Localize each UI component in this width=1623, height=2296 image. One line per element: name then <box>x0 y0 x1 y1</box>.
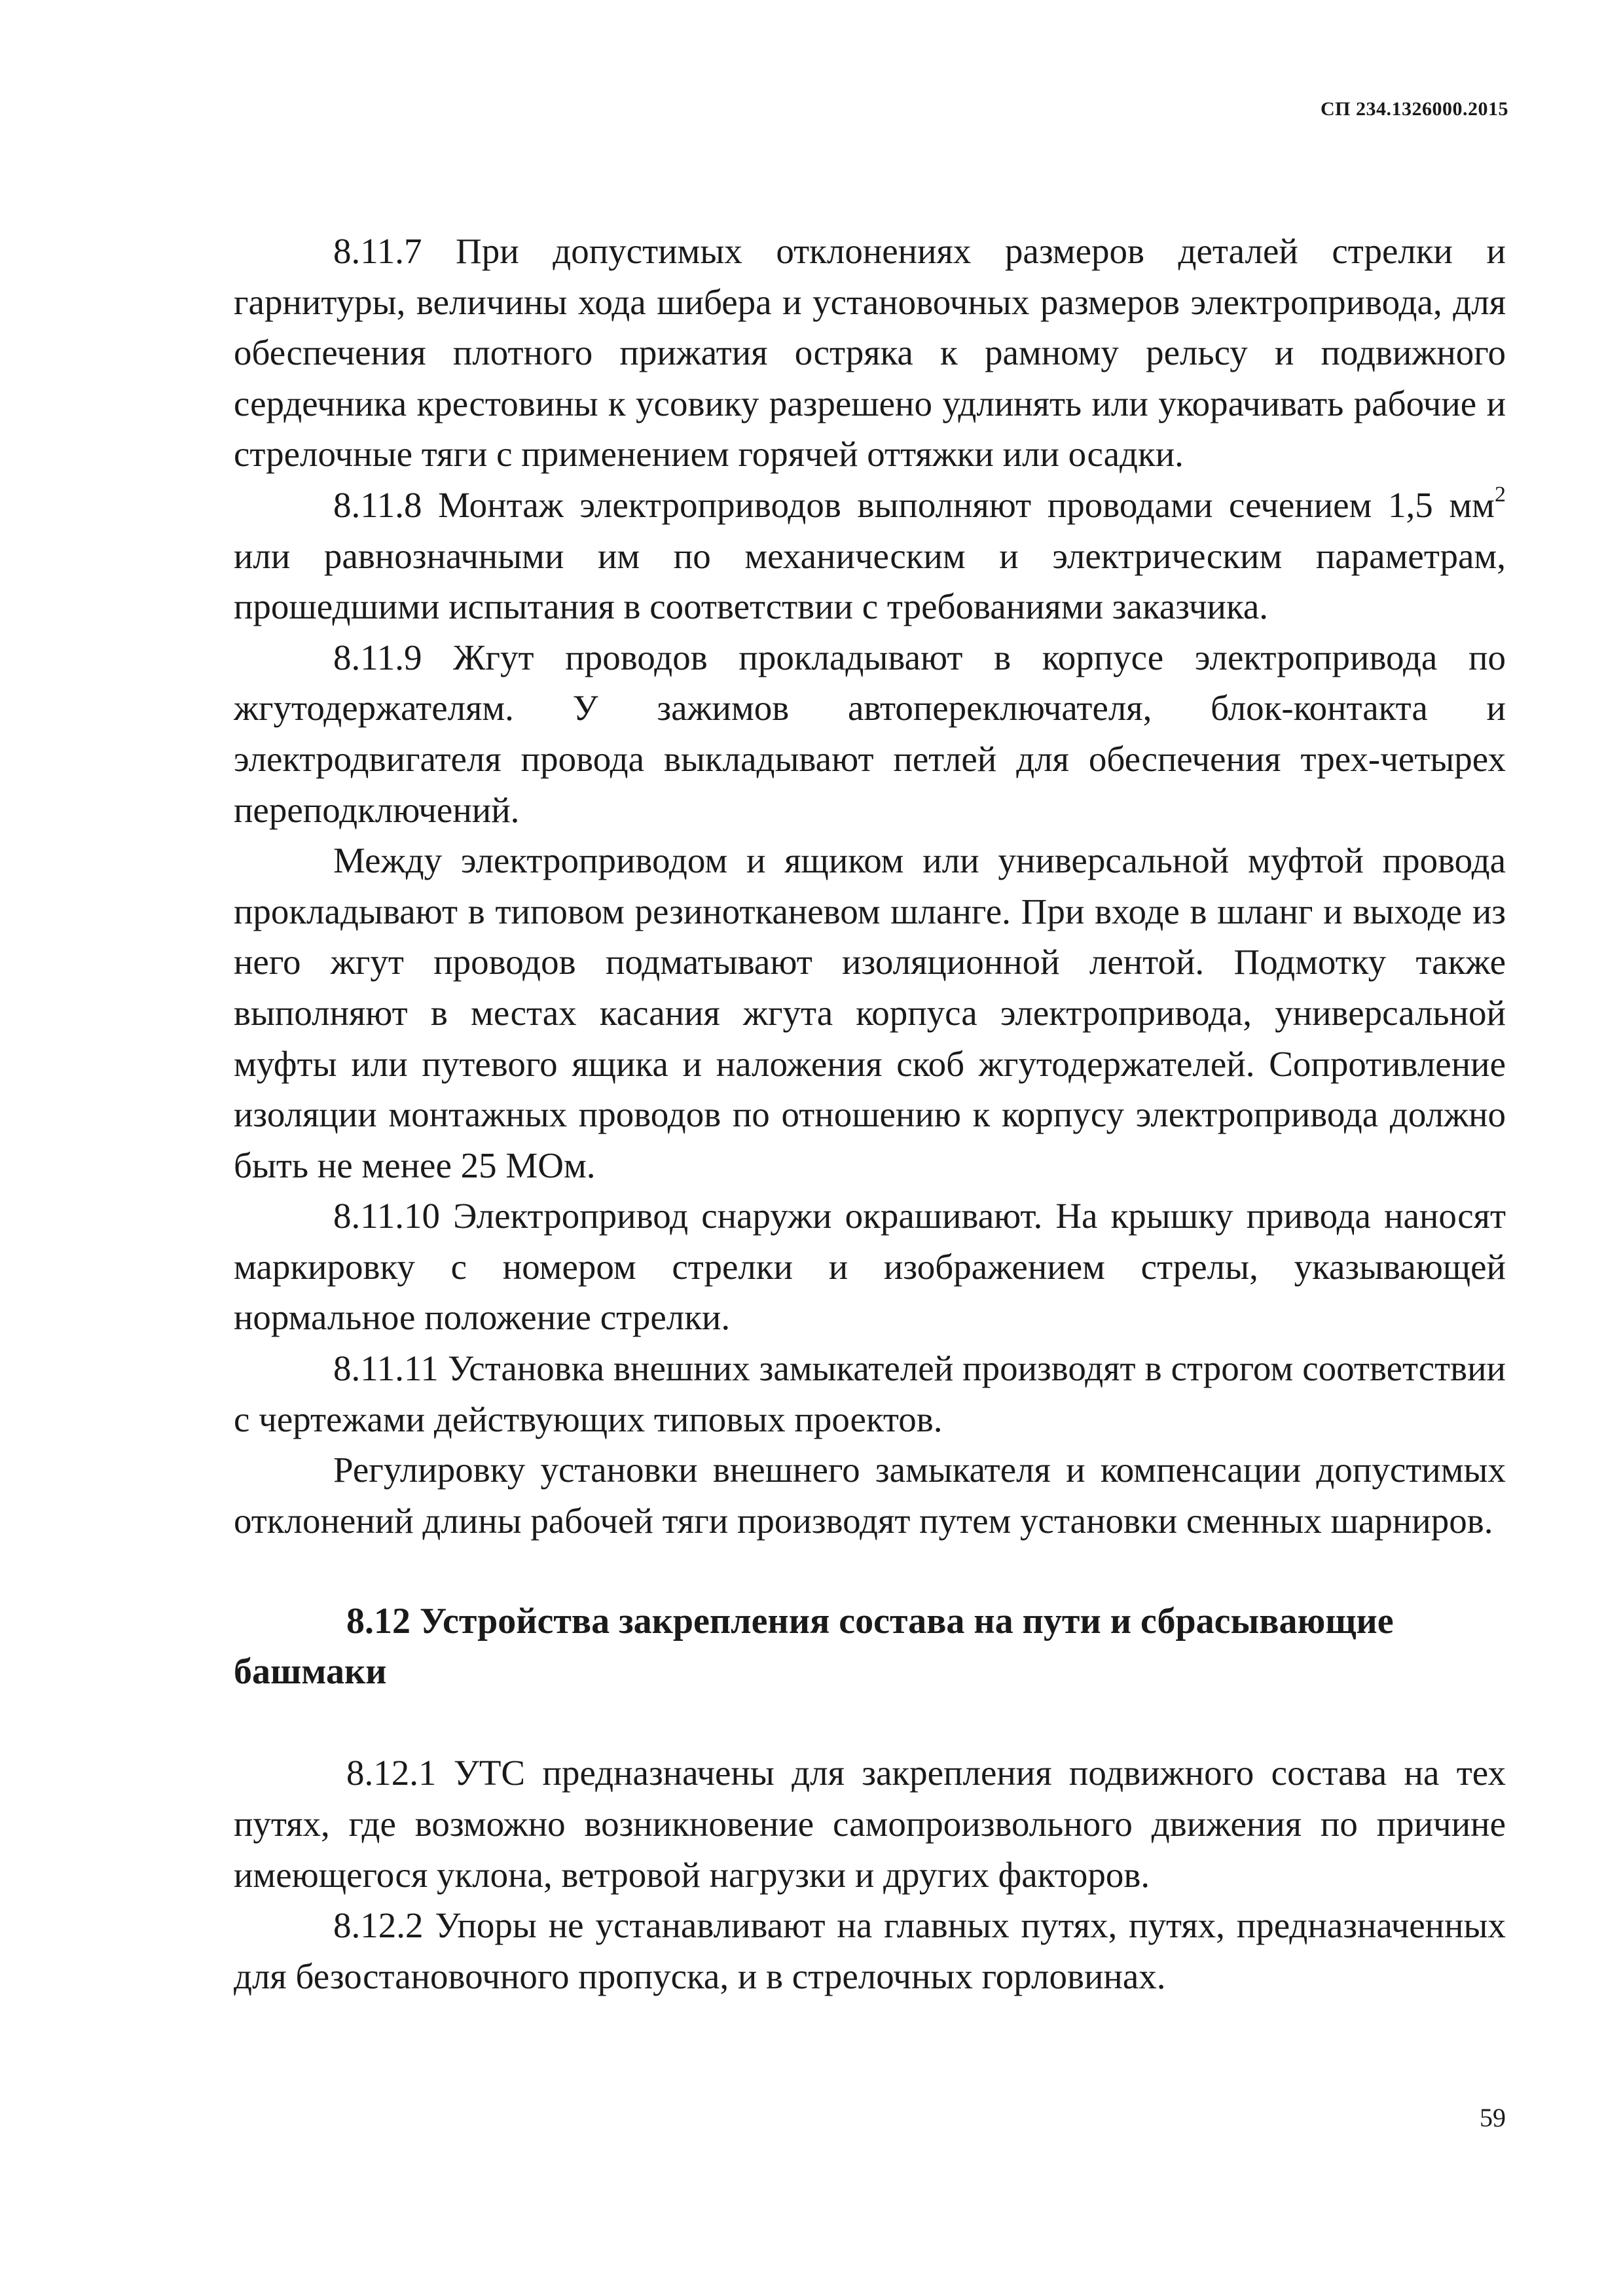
page-number: 59 <box>1480 2103 1506 2132</box>
paragraph-8-12-1: 8.12.1 УТС предназначены для закрепления подвижного состава на тех путях, где возможно возникновение самопроизвольного движения по причине имеющегося уклона, ветровой нагрузки и других факторов. <box>234 1753 1506 1895</box>
paragraph-between-electric-drive: Между электроприводом и ящиком или универсальной муфтой провода прокладывают в типовом резинотканевом шланге. При входе в шланг и выходе из него жгут проводов подматывают изоляционной лентой. Подмотку также выполняют в местах касания жгута корпуса электропривода, универсальной муфты или путевого ящика и наложения скоб жгутодержателей. Сопротивление изоляции монтажных проводов по отношению к корпусу электропривода должно быть не менее 25 МОм. <box>234 840 1506 1185</box>
document-code-header: СП 234.1326000.2015 <box>1321 98 1508 120</box>
paragraph-regulation: Регулировку установки внешнего замыкателя и компенсации допустимых отклонений длины рабочей тяги производят путем установки сменных шарниров. <box>234 1450 1506 1541</box>
section-title-8-12: 8.12 Устройства закрепления состава на пути и сбрасывающие башмаки <box>234 1601 1394 1693</box>
page-body <box>234 226 1506 2001</box>
paragraph-8-11-8 <box>234 480 1506 632</box>
paragraph-8-12-2: 8.12.2 Упоры не устанавливают на главных путях, путях, предназначенных для безостановочного пропуска, и в стрелочных горловинах. <box>234 1905 1506 1996</box>
paragraph-8-11-11: 8.11.11 Установка внешних замыкателей производят в строгом соответствии с чертежами действующих типовых проектов. <box>234 1348 1506 1439</box>
paragraph-8-11-10: 8.11.10 Электропривод снаружи окрашивают. На крышку привода наносят маркировку с номером стрелки и изображением стрелы, указывающей нормальное положение стрелки. <box>234 1196 1506 1338</box>
paragraph-8-11-8-text-b: или равнозначными им по механическим и электрическим параметрам, прошедшими испытания в соответствии с требованиями заказчика. <box>234 535 1506 627</box>
superscript-2: 2 <box>1495 482 1506 507</box>
paragraph-8-11-8-text-a: 8.11.8 Монтаж электроприводов выполняют проводами сечением 1,5 мм <box>333 484 1495 525</box>
paragraph-8-11-9: 8.11.9 Жгут проводов прокладывают в корпусе электропривода по жгутодержателям. У зажимов автопереключателя, блок-контакта и электродвигателя провода выкладывают петлей для обеспечения трех-четырех переподключений. <box>234 637 1506 830</box>
paragraph-8-11-7: 8.11.7 При допустимых отклонениях размеров деталей стрелки и гарнитуры, величины хода шибера и установочных размеров электропривода, для обеспечения плотного прижатия остряка к рамному рельсу и подвижного сердечника крестовины к усовику разрешено удлинять или укорачивать рабочие и стрелочные тяги с применением горячей оттяжки или осадки. <box>234 231 1506 475</box>
